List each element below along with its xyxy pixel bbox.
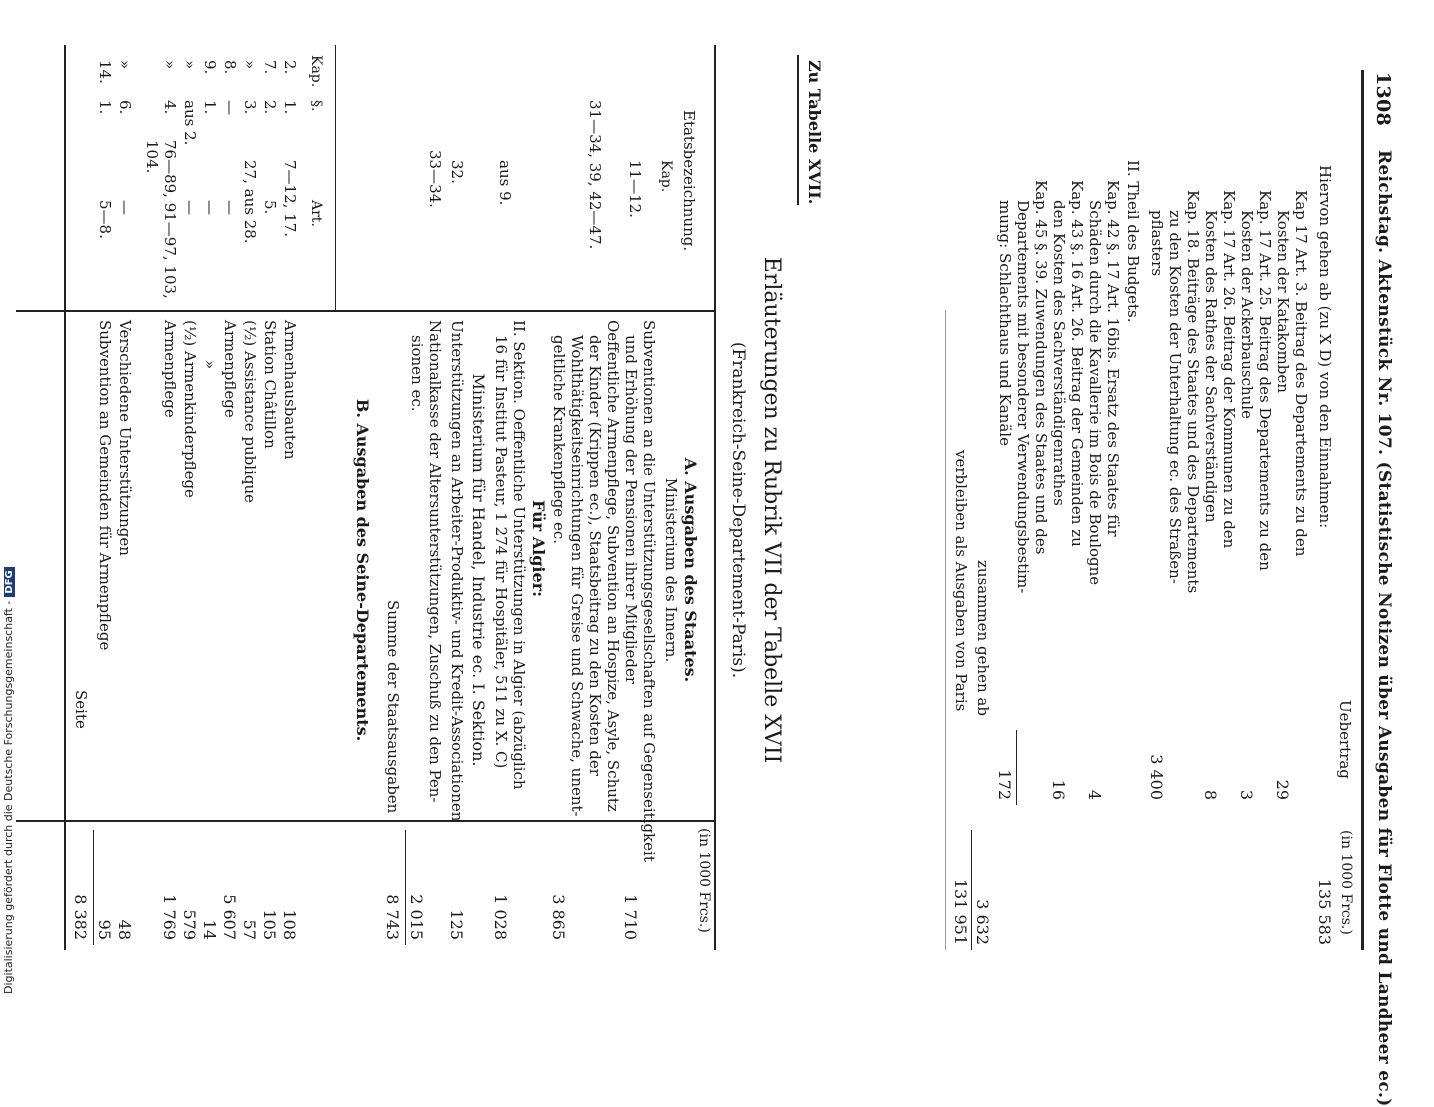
col-kap-b: Kap.: [308, 55, 324, 88]
row-trade2-kap: 33—34.: [426, 150, 444, 208]
row-a1-value: 1 710: [621, 894, 640, 940]
top-item-3: Kap. 17 Art. 25. Beitrag des Departements zu den: [1256, 190, 1274, 571]
b2-par: 2.: [261, 100, 279, 115]
b7-par: 4.: [161, 100, 179, 115]
col-kap-a: Kap.: [658, 160, 674, 193]
row-a2-line3: Wohlthätigkeitseinrichtungen für Greise und Schwache, unent-: [568, 335, 586, 817]
top-table-bottom-rule: [945, 310, 946, 950]
row-a1-line2: und Erhöhung der Pensionen ihrer Mitglieder: [622, 335, 640, 685]
zusammen-rule: [971, 830, 972, 950]
b1-kap: 2.: [281, 60, 299, 75]
page-number: 1308: [1372, 72, 1394, 127]
row-algier-line1: II. Sektion. Oeffentliche Unterstützungen in Algier (abzüglich: [510, 320, 528, 790]
ministry-interior: Ministerium des Innern.: [662, 477, 680, 663]
col-art: Art.: [308, 200, 324, 227]
b5-par: 1.: [201, 100, 219, 115]
part2-item-2: Schäden durch die Kavallerie im Bois de Boulogne: [1086, 200, 1104, 586]
b3-label: (½) Assistance publique: [241, 320, 259, 504]
ministry-trade: Ministerium für Handel, Industrie ec. I. Sektion.: [469, 373, 488, 767]
b6-par: aus 2.: [181, 100, 199, 146]
b7-label: Armenpflege: [161, 320, 179, 418]
part2-heading: II. Theil des Budgets.: [1124, 160, 1142, 323]
top-item-6-value: 8: [1201, 789, 1220, 800]
row-trade1-value: 125: [447, 909, 466, 940]
b5-kap: 9.: [201, 60, 219, 75]
b5-art: —: [201, 200, 219, 215]
b1-value: 108: [280, 909, 299, 940]
top-table-heading: Hiervon gehen ab (zu X D) von den Einnahmen:: [1316, 165, 1334, 529]
b9-value: 95: [95, 919, 114, 940]
table-right-col-rule: [16, 820, 716, 822]
part2-item-5: Kap. 45 §. 39. Zuwendungen des Staates und des: [1032, 180, 1050, 555]
side-label: Zu Tabelle XVII.: [805, 60, 824, 205]
b8-par: 6.: [116, 100, 134, 115]
b9-art: 5—8.: [96, 200, 114, 239]
table-top-rule: [714, 45, 716, 950]
top-item-2-value: 29: [1273, 779, 1292, 800]
b7-art: 76—89, 91—97, 103, 104.: [143, 140, 179, 299]
section-a-title: A. Ausgaben des Staates.: [681, 457, 700, 683]
seite-value: 8 382: [71, 894, 90, 940]
part2-item-4: den Kosten des Sachverständigenrathes: [1050, 200, 1068, 506]
uebertrag-label: Uebertrag: [1336, 700, 1354, 779]
b4-value: 5 607: [220, 894, 239, 940]
b1-art: 7—12, 17.: [281, 160, 299, 238]
b6-art: —: [181, 200, 199, 215]
top-item-7: Kap. 18. Beiträge des Staates und des Departements: [1184, 190, 1202, 594]
sum-state-rule: [405, 830, 406, 945]
part2-item-4-value: 16: [1049, 779, 1068, 800]
top-item-5: Kap. 17 Art. 26. Beitrag der Kommunen zu den: [1220, 190, 1238, 549]
seite-label: Seite: [72, 690, 90, 729]
row-a1-line1: Subventionen an die Unterstützungsgesellschaften auf Gegenseitigkeit: [640, 320, 658, 862]
digitization-footer: [2, 567, 15, 994]
b3-par: 3.: [241, 100, 259, 115]
b5-value: 14: [200, 919, 219, 940]
table-bottom-rule: [64, 45, 66, 950]
col-etatsbezeichnung: Etatsbezeichnung.: [680, 110, 698, 252]
row-a2-kap: 31—34, 39, 42—47.: [586, 100, 604, 250]
part2-item-6: Departements mit besonderer Verwendungsbestim-: [1014, 200, 1032, 594]
verbleiben-value: 131 951: [951, 878, 970, 945]
row-algier-line2: 16 für Institut Pasteur, 1 274 für Hospitäler, 511 zu X. C): [492, 335, 510, 769]
top-item-4-value: 3: [1237, 789, 1256, 800]
b4-kap: 8.: [221, 60, 239, 75]
b4-par: —: [221, 100, 239, 115]
b1-label: Armenhausbauten: [281, 320, 299, 460]
row-trade1-kap: 32.: [448, 160, 466, 184]
top-item-6: Kosten des Rathes der Sachverständigen: [1202, 210, 1220, 523]
section-subtitle: (Frankreich-Seine-Departement-Paris).: [728, 341, 748, 679]
top-item-9: pflasters: [1148, 210, 1166, 277]
dfg-logo: DFG: [4, 567, 15, 596]
part2-subtotal: 172: [995, 769, 1014, 800]
top-item-4: Kosten der Ackerbauschule: [1238, 210, 1256, 419]
footer-text: Digitalisierung gefördert durch die Deutsche Forschungsgemeinschaft -: [2, 600, 15, 994]
row-trade2-line2: sionen ec.: [408, 335, 426, 412]
b2-label: Station Châtillon: [261, 320, 279, 449]
b3-value: 57: [240, 919, 259, 940]
table-unit: (in 1000 Frcs.): [696, 828, 712, 933]
b3-art: 27, aus 28.: [241, 160, 259, 244]
part2-item-7: mung: Schlachthaus und Kanäle: [996, 200, 1014, 446]
b7-kap: »: [161, 60, 179, 70]
b6-value: 579: [180, 909, 199, 940]
row-algier-value: 1 028: [491, 894, 510, 940]
b6-kap: »: [181, 60, 199, 70]
row-a2-line1: Oeffentliche Armenpflege, Subvention an Hospize, Asyle, Schutz: [604, 320, 622, 812]
header-rule: [1361, 70, 1364, 950]
row-trade2-line1: Nationalkasse der Altersunterstützungen, Zuschuß zu den Pen-: [426, 320, 444, 803]
b9-kap: 14.: [96, 60, 114, 84]
b6-label: (½) Armenkinderpflege: [181, 320, 199, 498]
b8-label: Verschiedene Unterstützungen: [116, 320, 134, 556]
section-title: Erläuterungen zu Rubrik VII der Tabelle XVII: [759, 256, 784, 764]
row-trade1-line1: Unterstützungen an Arbeiter-Produktiv- und Kredit-Associationen: [448, 320, 466, 822]
page-header-title: Reichstag. Aktenstück Nr. 107. (Statistische Notizen über Ausgaben für Flotte und Landheer ec.): [1374, 150, 1394, 1107]
etats-subhead-rule: [335, 45, 336, 310]
b8-value: 48: [115, 919, 134, 940]
uebertrag-value: 135 583: [1315, 878, 1334, 945]
subtotal-rule: [1016, 730, 1017, 805]
top-table-unit: (in 1000 Frcs.): [1338, 830, 1354, 935]
verbleiben-label: verbleiben als Ausgaben von Paris: [952, 450, 970, 712]
fuer-algier: Für Algier:: [529, 500, 548, 597]
b9-par: 1.: [96, 100, 114, 115]
side-label-rule: [797, 55, 799, 205]
row-a2-value: 3 865: [549, 894, 568, 940]
top-item-8: zu den Kosten der Unterhaltung ec. des Straßen-: [1166, 210, 1184, 584]
b4-art: —: [221, 200, 239, 215]
b9-label: Subvention an Gemeinden für Armenpflege: [96, 320, 114, 651]
b7-value: 1 769: [160, 894, 179, 940]
top-item-9-value: 3 400: [1147, 754, 1166, 800]
b8-art: —: [116, 200, 134, 215]
part2-item-1: Kap. 42 §. 17 Art. 16bis. Ersatz des Staates für: [1104, 180, 1122, 537]
sum-state-value: 8 743: [383, 894, 402, 940]
b5-label: »: [201, 360, 219, 370]
b2-art: 5.: [261, 200, 279, 215]
top-item-1: Kap 17 Art. 3. Beitrag des Departements zu den: [1292, 190, 1310, 557]
b3-kap: »: [241, 60, 259, 70]
row-a2-line4: geltliche Krankenpflege ec.: [550, 335, 568, 544]
zusammen-label: zusammen gehen ab: [974, 560, 992, 716]
row-a1-kap: 11—12.: [626, 160, 644, 218]
row-algier-kap: aus 9.: [496, 160, 514, 206]
seite-rule: [93, 830, 94, 945]
sum-state-label: Summe der Staatsausgaben: [384, 600, 402, 814]
b1-par: 1.: [281, 100, 299, 115]
b2-value: 105: [260, 909, 279, 940]
b8-kap: »: [116, 60, 134, 70]
part2-item-2-value: 4: [1085, 789, 1104, 800]
b4-label: Armenpflege: [221, 320, 239, 418]
row-trade2-value: 2 015: [407, 894, 426, 940]
table-left-col-rule: [16, 310, 716, 312]
part2-item-3: Kap. 43 §. 16 Art. 26. Beitrag der Gemeinden zu: [1068, 180, 1086, 547]
col-par: §.: [308, 100, 324, 112]
top-item-2: Kosten der Katakomben: [1274, 210, 1292, 393]
row-a2-line2: der Kinder (Krippen ec.), Staatsbeitrag zu den Kosten der: [586, 335, 604, 776]
section-b-title: B. Ausgaben des Seine-Departements.: [353, 398, 372, 742]
b2-kap: 7.: [261, 60, 279, 75]
zusammen-value: 3 632: [973, 899, 992, 945]
